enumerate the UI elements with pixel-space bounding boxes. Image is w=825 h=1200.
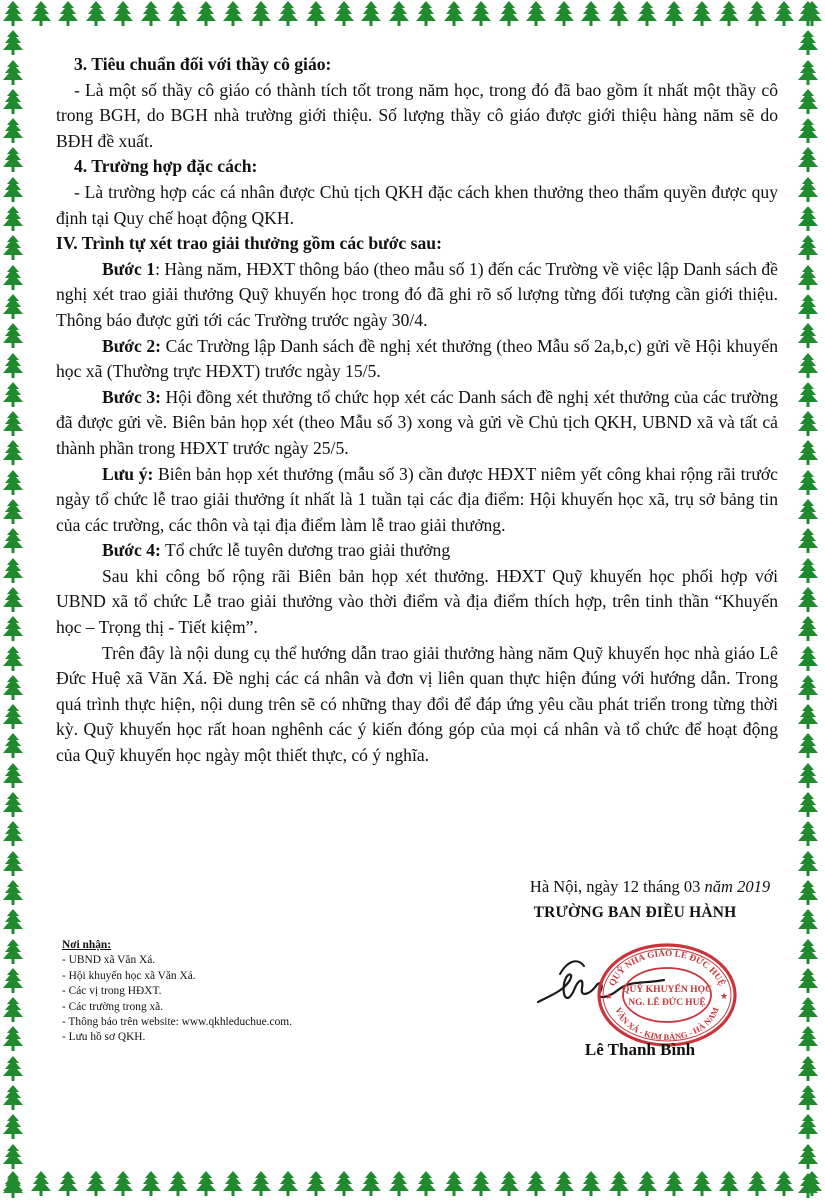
pine-tree-icon [55, 1170, 81, 1198]
pine-tree-icon [0, 146, 26, 174]
pine-tree-icon [331, 0, 357, 28]
pine-tree-icon [795, 322, 821, 350]
pine-tree-icon [795, 1055, 821, 1083]
pine-tree-icon [0, 615, 26, 643]
pine-tree-icon [0, 967, 26, 995]
pine-tree-icon [795, 469, 821, 497]
pine-tree-icon [795, 176, 821, 204]
pine-tree-icon [220, 0, 246, 28]
pine-tree-icon [0, 1143, 26, 1171]
pine-tree-icon [0, 850, 26, 878]
step-3-label: Bước 3: [102, 386, 161, 407]
pine-tree-icon [248, 1170, 274, 1198]
pine-tree-icon [138, 0, 164, 28]
pine-tree-icon [661, 0, 687, 28]
pine-tree-icon [0, 498, 26, 526]
recipients-list [62, 953, 402, 1045]
signer-name: Lê Thanh Bình [584, 1040, 696, 1059]
pine-tree-icon [795, 1143, 821, 1171]
pine-tree-icon [0, 527, 26, 555]
pine-tree-icon [689, 1170, 715, 1198]
pine-tree-icon [0, 205, 26, 233]
place-date: Hà Nội, ngày 12 tháng 03 năm 2019 [529, 877, 771, 896]
pine-tree-icon [0, 59, 26, 87]
pine-tree-icon [795, 1025, 821, 1053]
step-1-text: : Hàng năm, HĐXT thông báo (theo mẫu số 1) đến các Trường về việc lập Danh sách đề nghị xét trao giải thưởng Quỹ khuyến học trong đó đã ghi rõ số lượng từng đối tượng cần giới thiệu. Thông báo được gửi tới các Trường trước ngày 30/4. [56, 258, 778, 330]
pine-tree-icon [496, 0, 522, 28]
recipient-item: - Các vị trong HĐXT. [62, 985, 162, 998]
pine-tree-icon [795, 791, 821, 819]
pine-tree-icon [0, 293, 26, 321]
border-right [795, 0, 825, 1200]
pine-tree-icon [28, 1170, 54, 1198]
stamp-outer-bottom-text: VĂN XÁ - KIM BẢNG - HÀ NAM [613, 1005, 721, 1043]
recipient-item: - UBND xã Văn Xá. [62, 954, 156, 967]
pine-tree-icon [0, 645, 26, 673]
pine-tree-icon [441, 0, 467, 28]
border-top [0, 0, 825, 30]
pine-tree-icon [634, 0, 660, 28]
pine-tree-icon [441, 1170, 467, 1198]
step-4-paragraph [56, 538, 778, 564]
section-3-text: - Là một số thầy cô giáo có thành tích tốt trong năm học, trong đó đã bao gồm ít nhất một thầy cô trong BGH, do BGH nhà trường giới thiệu. Số lượng thầy cô giáo được giới thiệu hàng năm sẽ do BĐH đề xuất. [56, 79, 778, 151]
pine-tree-icon [795, 1113, 821, 1141]
pine-tree-icon [28, 0, 54, 28]
note-text: Biên bản họp xét thưởng (mẫu số 3) cần được HĐXT niêm yết công khai rộng rãi trước ngày tổ chức lễ trao giải thưởng ít nhất là 1 tuần tại các địa điểm: Hội khuyến học xã, trụ sở bảng tin của các trường, các thôn và tại địa điểm làm lễ trao giải thưởng. [56, 463, 778, 535]
stamp-inner-line-2: NG. LÊ ĐỨC HUỆ [628, 998, 706, 1008]
section-4-text: - Là trường hợp các cá nhân được Chủ tịch QKH đặc cách khen thưởng theo thẩm quyền được quy định tại Quy chế hoạt động QKH. [56, 181, 778, 228]
pine-tree-icon [744, 0, 770, 28]
pine-tree-icon [0, 176, 26, 204]
pine-tree-icon [0, 1055, 26, 1083]
pine-tree-icon [523, 1170, 549, 1198]
pine-tree-icon [0, 88, 26, 116]
pine-tree-icon [551, 0, 577, 28]
pine-tree-icon [551, 1170, 577, 1198]
step-3-paragraph [56, 385, 778, 462]
pine-tree-icon [795, 29, 821, 57]
pine-tree-icon [795, 205, 821, 233]
step-2-label: Bước 2: [102, 335, 162, 356]
pine-tree-icon [0, 469, 26, 497]
pine-tree-icon [0, 586, 26, 614]
border-bottom [0, 1170, 825, 1200]
pine-tree-icon [0, 996, 26, 1024]
pine-tree-icon [606, 0, 632, 28]
signer-role: TRƯỜNG BAN ĐIỀU HÀNH [533, 904, 737, 921]
pine-tree-icon [795, 88, 821, 116]
step-4-label: Bước 4: [102, 540, 161, 561]
pine-tree-icon [795, 264, 821, 292]
pine-tree-icon [795, 1172, 821, 1200]
pine-tree-icon [0, 674, 26, 702]
pine-tree-icon [795, 234, 821, 262]
pine-tree-icon [795, 117, 821, 145]
pine-tree-icon [358, 0, 384, 28]
pine-tree-icon [795, 498, 821, 526]
recipient-item: - Các trường trong xã. [62, 1000, 164, 1013]
step-4-text: Tổ chức lễ tuyên dương trao giải thưởng [160, 540, 451, 561]
pine-tree-icon [795, 967, 821, 995]
pine-tree-icon [578, 1170, 604, 1198]
pine-tree-icon [303, 1170, 329, 1198]
pine-tree-icon [689, 0, 715, 28]
pine-tree-icon [0, 820, 26, 848]
pine-tree-icon [0, 410, 26, 438]
pine-tree-icon [771, 1170, 797, 1198]
pine-tree-icon [0, 322, 26, 350]
pine-tree-icon [795, 996, 821, 1024]
pine-tree-icon [795, 0, 821, 28]
pine-tree-icon [413, 0, 439, 28]
place-date-year: năm 2019 [704, 877, 771, 896]
pine-tree-icon [165, 1170, 191, 1198]
pine-tree-icon [0, 1084, 26, 1112]
pine-tree-icon [795, 762, 821, 790]
pine-tree-icon [795, 410, 821, 438]
section-4-heading: 4. Trường hợp đặc cách: [74, 156, 258, 177]
pine-tree-icon [0, 879, 26, 907]
border-left [0, 0, 30, 1200]
pine-tree-icon [468, 1170, 494, 1198]
recipients-block [62, 938, 402, 1046]
pine-tree-icon [634, 1170, 660, 1198]
pine-tree-icon [0, 439, 26, 467]
pine-tree-icon [795, 352, 821, 380]
pine-tree-icon [496, 1170, 522, 1198]
pine-tree-icon [795, 938, 821, 966]
section-3-heading: 3. Tiêu chuẩn đối với thầy cô giáo: [74, 54, 332, 74]
pine-tree-icon [795, 527, 821, 555]
pine-tree-icon [606, 1170, 632, 1198]
pine-tree-icon [275, 0, 301, 28]
pine-tree-icon [795, 146, 821, 174]
pine-tree-icon [0, 762, 26, 790]
pine-tree-icon [795, 703, 821, 731]
pine-tree-icon [744, 1170, 770, 1198]
pine-tree-icon [771, 0, 797, 28]
pine-tree-icon [0, 732, 26, 760]
pine-tree-icon [795, 381, 821, 409]
pine-tree-icon [661, 1170, 687, 1198]
pine-tree-icon [138, 1170, 164, 1198]
official-stamp [596, 942, 738, 1048]
note-paragraph [56, 462, 778, 539]
pine-tree-icon [0, 381, 26, 409]
recipient-item: - Hội khuyến học xã Văn Xá. [62, 969, 196, 982]
step-2-paragraph [56, 334, 778, 385]
pine-tree-icon [0, 29, 26, 57]
pine-tree-icon [795, 820, 821, 848]
pine-tree-icon [795, 674, 821, 702]
pine-tree-icon [413, 1170, 439, 1198]
pine-tree-icon [386, 0, 412, 28]
pine-tree-icon [523, 0, 549, 28]
pine-tree-icon [0, 1113, 26, 1141]
pine-tree-icon [795, 615, 821, 643]
pine-tree-icon [0, 557, 26, 585]
step-1-paragraph [56, 257, 778, 334]
step-3-text: Hội đồng xét thưởng tổ chức họp xét các Danh sách đề nghị xét thưởng của các trường đã được gửi về. Biên bản họp xét (theo Mẫu số 3) xong và gửi về Chủ tịch QKH, UBND xã và tất cả thành phần trong HĐXT trước ngày 25/5. [56, 386, 778, 458]
step-2-text: Các Trường lập Danh sách đề nghị xét thưởng (theo Mẫu số 2a,b,c) gửi về Hội khuyến học xã (Thường trực HĐXT) trước ngày 15/5. [56, 335, 778, 382]
pine-tree-icon [716, 1170, 742, 1198]
pine-tree-icon [716, 0, 742, 28]
stamp-star-icon: ★ [720, 991, 729, 1001]
pine-tree-icon [83, 1170, 109, 1198]
pine-tree-icon [578, 0, 604, 28]
stamp-star-icon: ★ [605, 991, 614, 1001]
recipient-item: - Thông báo trên website: www.qkhleduchue.com. [62, 1016, 292, 1029]
pine-tree-icon [795, 439, 821, 467]
pine-tree-icon [795, 645, 821, 673]
pine-tree-icon [0, 908, 26, 936]
stamp-inner-line-1: QUỸ KHUYẾN HỌC [621, 984, 713, 995]
pine-tree-icon [795, 59, 821, 87]
pine-tree-icon [165, 0, 191, 28]
pine-tree-icon [248, 0, 274, 28]
pine-tree-icon [0, 791, 26, 819]
pine-tree-icon [795, 293, 821, 321]
pine-tree-icon [795, 1084, 821, 1112]
pine-tree-icon [0, 1025, 26, 1053]
pine-tree-icon [0, 117, 26, 145]
pine-tree-icon [0, 0, 26, 28]
pine-tree-icon [110, 0, 136, 28]
pine-tree-icon [0, 1172, 26, 1200]
pine-tree-icon [331, 1170, 357, 1198]
step-1-label: Bước 1 [102, 258, 156, 279]
pine-tree-icon [275, 1170, 301, 1198]
pine-tree-icon [386, 1170, 412, 1198]
document-body [56, 52, 778, 769]
stamp-outer-top-text: QUỸ NHÀ GIÁO LÊ ĐỨC HUỆ [606, 947, 728, 988]
pine-tree-icon [220, 1170, 246, 1198]
pine-tree-icon [795, 557, 821, 585]
closing-paragraph: Trên đây là nội dung cụ thể hướng dẫn trao giải thưởng hàng năm Quỹ khuyến học nhà giáo Lê Đức Huệ xã Văn Xá. Đề nghị các cá nhân và đơn vị liên quan thực hiện đúng với hướng dẫn. Trong quá trình thực hiện, nội dung trên sẽ có những thay đổi để đáp ứng yêu cầu phát triển trong từng thời kỳ. Quỹ khuyến học rất hoan nghênh các ý kiến đóng góp của mọi cá nhân và tổ chức để hoạt động của Quỹ khuyến học ngày một thiết thực, có ý nghĩa. [56, 642, 778, 766]
pine-tree-icon [110, 1170, 136, 1198]
stamp-outer-ring [599, 945, 735, 1045]
pine-tree-icon [795, 732, 821, 760]
recipient-item: - Lưu hồ sơ QKH. [62, 1031, 146, 1044]
pine-tree-icon [468, 0, 494, 28]
pine-tree-icon [303, 0, 329, 28]
note-label: Lưu ý: [102, 463, 154, 484]
pine-tree-icon [193, 0, 219, 28]
recipients-title: Nơi nhận: [62, 939, 112, 951]
pine-tree-icon [795, 586, 821, 614]
pine-tree-icon [0, 938, 26, 966]
pine-tree-icon [0, 264, 26, 292]
pine-tree-icon [0, 234, 26, 262]
pine-tree-icon [0, 352, 26, 380]
pine-tree-icon [83, 0, 109, 28]
section-iv-heading: IV. Trình tự xét trao giải thưởng gồm các bước sau: [56, 233, 442, 254]
signature-block [470, 874, 800, 926]
pine-tree-icon [0, 703, 26, 731]
pine-tree-icon [358, 1170, 384, 1198]
after-announcement-paragraph: Sau khi công bố rộng rãi Biên bản họp xét thưởng. HĐXT Quỹ khuyến học phối hợp với UBND xã tổ chức Lễ trao giải thưởng vào thời điểm và địa điểm thích hợp, trên tinh thần “Khuyến học – Trọng thị - Tiết kiệm”. [56, 565, 778, 638]
pine-tree-icon [193, 1170, 219, 1198]
pine-tree-icon [55, 0, 81, 28]
